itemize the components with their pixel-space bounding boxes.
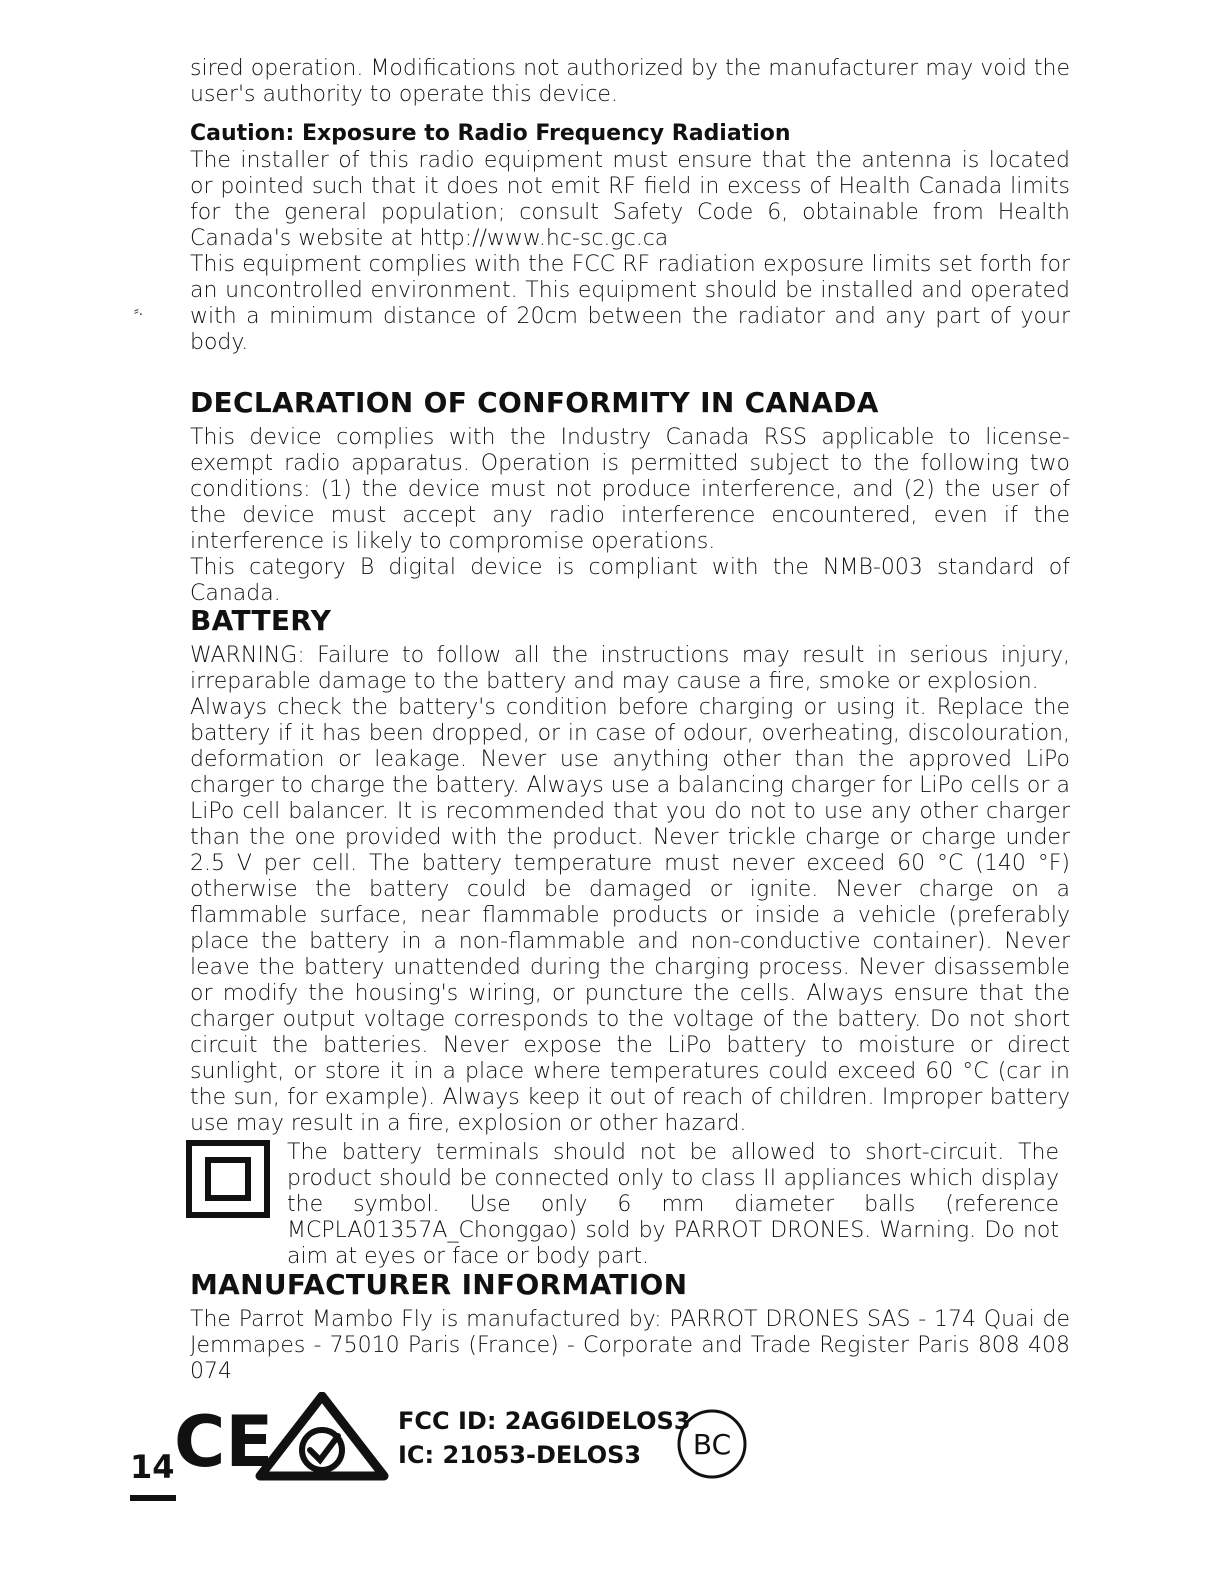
- certification-logos: [172, 1392, 392, 1486]
- caution-paragraph-1: The installer of this radio equipment must ensure that the antenna is located or pointed such that it does not emit RF field in excess of Health Canada limits for the general population; consult Safety Code 6, obtainable from Health Canada's website at http://www.hc-sc.gc.ca: [190, 148, 1070, 251]
- battery-heading: BATTERY: [190, 604, 332, 637]
- declaration-section: [190, 386, 1070, 607]
- caution-title: Caution: Exposure to Radio Frequency Radiation: [190, 121, 791, 146]
- declaration-paragraph-1: This device complies with the Industry Canada RSS applicable to license-exempt radio apparatus. Operation is permitted subject to the following two conditions: (1) the device must not produce interference, and (2) the user of the device must accept any radio interference encountered, even if the interference is likely to compromise operations.: [190, 425, 1070, 554]
- rcm-mark-icon: [260, 1396, 384, 1476]
- intro-text: sired operation. Modifications not authorized by the manufacturer may void the user's authority to operate this device.: [190, 56, 1070, 107]
- page-number: 14: [130, 1448, 175, 1486]
- ce-mark-text: CE: [174, 1401, 274, 1482]
- class2-text: The battery terminals should not be allowed to short-circuit. The product should be connected only to class II appliances which display the symbol. Use only 6 mm diameter balls (reference MCPLA01357A_Chonggao) sold by PARROT DRONES. Warning. Do not aim at eyes or face or body part.: [287, 1140, 1059, 1269]
- class2-notice: [287, 1140, 1059, 1270]
- caution-section: [190, 120, 1070, 356]
- double-insulation-icon: [186, 1140, 270, 1218]
- manufacturer-text: The Parrot Mambo Fly is manufactured by: PARROT DRONES SAS - 174 Quai de Jemmapes - 75010 Paris (France) - Corporate and Trade Register Paris 808 408 074: [190, 1307, 1070, 1384]
- manufacturer-heading: MANUFACTURER INFORMATION: [190, 1268, 688, 1301]
- battery-instructions: Always check the battery's condition before charging or using it. Replace the battery if it has been dropped, or in case of odour, overheating, discolouration, deformation or leakage. Never use anything other than the approved LiPo charger to charge the battery. Always use a balancing charger for LiPo cells or a LiPo cell balancer. It is recommended that you do not to use any other charger than the one provided with the product. Never trickle charge or charge under 2.5 V per cell. The battery temperature must never exceed 60 °C (140 °F) otherwise the battery could be damaged or ignite. Never charge on a flammable surface, near flammable products or inside a vehicle (preferably place the battery in a non-flammable and non-conductive container). Never leave the battery unattended during the charging process. Never disassemble or modify the housing's wiring, or puncture the cells. Always ensure that the charger output voltage corresponds to the voltage of the battery. Do not short circuit the batteries. Never expose the LiPo battery to moisture or direct sunlight, or store it in a place where temperatures could exceed 60 °C (car in the sun, for example). Always keep it out of reach of children. Improper battery use may result in a fire, explosion or other hazard.: [190, 695, 1070, 1136]
- battery-section: [190, 604, 1070, 1137]
- caution-paragraph-2: This equipment complies with the FCC RF radiation exposure limits set forth for an uncontrolled environment. This equipment should be installed and operated with a minimum distance of 20cm between the radiator and any part of your body.: [190, 252, 1070, 355]
- certification-ids: [398, 1404, 691, 1472]
- ic-number: IC: 21053-DELOS3: [398, 1441, 642, 1469]
- bc-mark-icon: [676, 1408, 748, 1484]
- declaration-heading: DECLARATION OF CONFORMITY IN CANADA: [190, 386, 879, 419]
- ce-mark-icon: [174, 1401, 273, 1482]
- stray-mark: ⸗.: [134, 303, 144, 319]
- manufacturer-section: [190, 1268, 1070, 1385]
- intro-section: [190, 56, 1070, 108]
- bc-mark-text: BC: [692, 1428, 732, 1461]
- battery-warning: WARNING: Failure to follow all the instructions may result in serious injury, irreparable damage to the battery and may cause a fire, smoke or explosion.: [190, 643, 1070, 694]
- declaration-paragraph-2: This category B digital device is compliant with the NMB-003 standard of Canada.: [190, 555, 1070, 606]
- fcc-id: FCC ID: 2AG6IDELOS3: [398, 1407, 691, 1435]
- page-number-underline: [130, 1495, 176, 1501]
